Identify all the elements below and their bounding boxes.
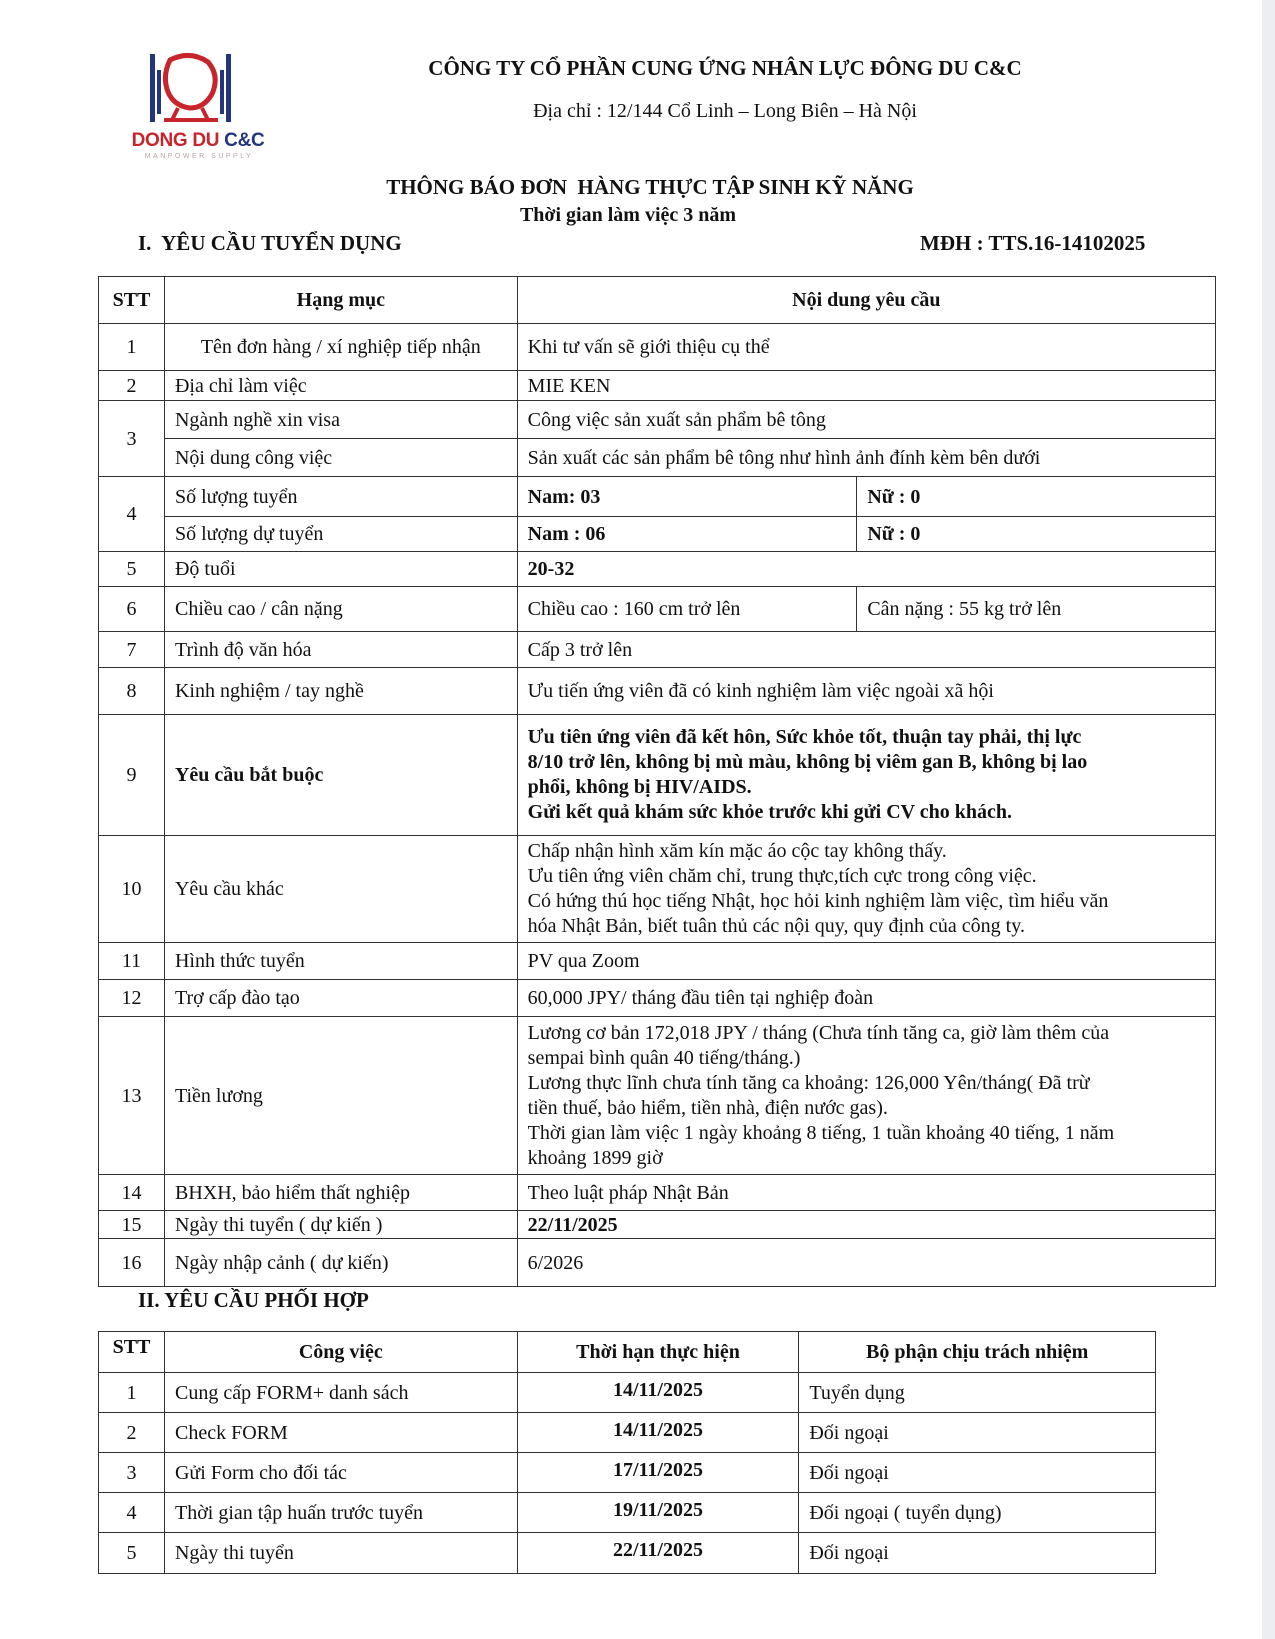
row-item: Ngành nghề xin visa <box>164 401 517 439</box>
row-item: Tiền lương <box>164 1017 517 1175</box>
row-department: Đối ngoại <box>799 1533 1156 1574</box>
logo-subtext: MANPOWER SUPPLY <box>144 153 254 160</box>
row-stt: 13 <box>99 1017 165 1175</box>
content-line: Ưu tiên ứng viên đã kết hôn, Sức khỏe tốt, thuận tay phải, thị lực <box>527 726 1082 748</box>
row-task: Cung cấp FORM+ danh sách <box>164 1373 517 1413</box>
row-stt: 4 <box>99 1493 165 1533</box>
table-row <box>99 371 1216 401</box>
male-count: Nam : 06 <box>517 517 857 552</box>
table-row <box>99 1373 1156 1413</box>
row-item: Hình thức tuyển <box>164 943 517 980</box>
content-line: Lương cơ bản 172,018 JPY / tháng (Chưa tính tăng ca, giờ làm thêm của <box>527 1021 1110 1044</box>
header-department: Bộ phận chịu trách nhiệm <box>799 1332 1156 1373</box>
table-row <box>99 980 1216 1017</box>
row-deadline: 14/11/2025 <box>517 1413 799 1453</box>
document-subtitle: Thời gian làm việc 3 năm <box>519 204 737 226</box>
row-stt: 16 <box>99 1239 165 1287</box>
row-content: Sản xuất các sản phẩm bê tông như hình ảnh đính kèm bên dưới <box>517 439 1215 477</box>
table-header-row <box>99 1332 1156 1373</box>
row-content: PV qua Zoom <box>517 943 1215 980</box>
female-count: Nữ : 0 <box>857 517 1216 552</box>
table-row <box>99 477 1216 517</box>
content-line: Gửi kết quả khám sức khỏe trước khi gửi CV cho khách. <box>527 801 1012 823</box>
content-line: hóa Nhật Bản, biết tuân thủ các nội quy, quy định của công ty. <box>527 915 1025 937</box>
row-deadline: 14/11/2025 <box>517 1373 799 1413</box>
content-line: 8/10 trở lên, không bị mù màu, không bị viêm gan B, không bị lao <box>527 751 1088 773</box>
table-row <box>99 439 1216 477</box>
table-row <box>99 1493 1156 1533</box>
row-item: Yêu cầu bắt buộc <box>164 715 517 836</box>
row-item: Địa chỉ làm việc <box>164 371 517 401</box>
table-row <box>99 632 1216 668</box>
table-row <box>99 1017 1216 1175</box>
female-count: Nữ : 0 <box>857 477 1216 517</box>
row-item: Ngày nhập cảnh ( dự kiến) <box>164 1239 517 1287</box>
logo-text: DONG DU C&C <box>131 130 265 151</box>
row-content: Ưu tiến ứng viên đã có kinh nghiệm làm việc ngoài xã hội <box>517 668 1215 715</box>
row-task: Check FORM <box>164 1413 517 1453</box>
row-stt: 8 <box>99 668 165 715</box>
company-logo <box>128 50 268 165</box>
row-deadline: 19/11/2025 <box>517 1493 799 1533</box>
content-line: Ưu tiên ứng viên chăm chỉ, trung thực,tích cực trong công việc. <box>527 865 1037 887</box>
coordination-table <box>98 1331 1156 1574</box>
row-content: Công việc sản xuất sản phẩm bê tông <box>517 401 1215 439</box>
row-stt: 10 <box>99 836 165 943</box>
row-content-other <box>517 836 1215 943</box>
row-item: BHXH, bảo hiểm thất nghiệp <box>164 1175 517 1211</box>
row-item: Chiều cao / cân nặng <box>164 587 517 632</box>
content-line: sempai bình quân 40 tiếng/tháng.) <box>527 1046 801 1069</box>
content-line: Có hứng thú học tiếng Nhật, học hỏi kinh nghiệm làm việc, tìm hiểu văn <box>527 890 1109 912</box>
row-item: Trợ cấp đào tạo <box>164 980 517 1017</box>
order-code: MĐH : TTS.16-14102025 <box>920 231 1146 255</box>
content-line: Thời gian làm việc 1 ngày khoảng 8 tiếng, 1 tuần khoảng 40 tiếng, 1 năm <box>527 1121 1115 1144</box>
table-row <box>99 1211 1216 1239</box>
row-item: Trình độ văn hóa <box>164 632 517 668</box>
row-item: Kinh nghiệm / tay nghề <box>164 668 517 715</box>
row-stt: 3 <box>99 1453 165 1493</box>
row-item: Số lượng tuyển <box>164 477 517 517</box>
section-2-heading: II. YÊU CẦU PHỐI HỢP <box>138 1288 369 1312</box>
section-1-heading: I. YÊU CẦU TUYỂN DỤNG <box>138 231 402 255</box>
row-task: Ngày thi tuyển <box>164 1533 517 1574</box>
table-row <box>99 668 1216 715</box>
table-row <box>99 1175 1216 1211</box>
row-content: 60,000 JPY/ tháng đầu tiên tại nghiệp đoàn <box>517 980 1215 1017</box>
company-name: CÔNG TY CỔ PHẦN CUNG ỨNG NHÂN LỰC ĐÔNG DU C&C <box>428 56 1022 80</box>
row-content: MIE KEN <box>517 371 1215 401</box>
row-stt: 7 <box>99 632 165 668</box>
row-content: Cấp 3 trở lên <box>517 632 1215 668</box>
header-deadline: Thời hạn thực hiện <box>517 1332 799 1373</box>
page-edge <box>1262 0 1275 1639</box>
recruitment-requirements-table <box>98 276 1216 1287</box>
header-stt: STT <box>99 277 165 324</box>
row-stt: 9 <box>99 715 165 836</box>
content-line: phổi, không bị HIV/AIDS. <box>527 776 752 798</box>
content-line: Lương thực lĩnh chưa tính tăng ca khoảng: 126,000 Yên/tháng( Đã trừ <box>527 1071 1090 1094</box>
row-content-salary <box>517 1017 1215 1175</box>
row-item: Nội dung công việc <box>164 439 517 477</box>
header-content: Nội dung yêu cầu <box>517 277 1215 324</box>
row-content: 20-32 <box>517 552 1215 587</box>
row-stt: 4 <box>99 477 165 552</box>
row-stt: 11 <box>99 943 165 980</box>
height-requirement: Chiều cao : 160 cm trở lên <box>517 587 857 632</box>
table-row <box>99 715 1216 836</box>
row-stt: 2 <box>99 371 165 401</box>
row-content: 22/11/2025 <box>517 1211 1215 1239</box>
row-task: Gửi Form cho đối tác <box>164 1453 517 1493</box>
male-count: Nam: 03 <box>517 477 857 517</box>
table-row <box>99 587 1216 632</box>
table-row <box>99 401 1216 439</box>
row-task: Thời gian tập huấn trước tuyển <box>164 1493 517 1533</box>
table-header-row <box>99 277 1216 324</box>
row-department: Đối ngoại ( tuyển dụng) <box>799 1493 1156 1533</box>
header-stt: STT <box>99 1332 165 1373</box>
row-stt: 1 <box>99 324 165 371</box>
row-content-mandatory <box>517 715 1215 836</box>
row-stt: 12 <box>99 980 165 1017</box>
content-line: Chấp nhận hình xăm kín mặc áo cộc tay không thấy. <box>527 840 947 862</box>
row-item: Yêu cầu khác <box>164 836 517 943</box>
row-item: Số lượng dự tuyển <box>164 517 517 552</box>
row-item: Ngày thi tuyển ( dự kiến ) <box>164 1211 517 1239</box>
row-department: Tuyển dụng <box>799 1373 1156 1413</box>
table-row <box>99 552 1216 587</box>
row-department: Đối ngoại <box>799 1413 1156 1453</box>
row-content: Theo luật pháp Nhật Bản <box>517 1175 1215 1211</box>
row-department: Đối ngoại <box>799 1453 1156 1493</box>
company-address: Địa chỉ : 12/144 Cổ Linh – Long Biên – Hà Nội <box>533 100 917 122</box>
table-row <box>99 1413 1156 1453</box>
table-row <box>99 324 1216 371</box>
logo-mark-icon <box>128 50 268 130</box>
table-row <box>99 943 1216 980</box>
row-stt: 1 <box>99 1373 165 1413</box>
content-line: tiền thuế, bảo hiểm, tiền nhà, điện nước gas). <box>527 1096 888 1119</box>
row-content: 6/2026 <box>517 1239 1215 1287</box>
row-stt: 5 <box>99 1533 165 1574</box>
table-row <box>99 836 1216 943</box>
row-stt: 14 <box>99 1175 165 1211</box>
content-line: khoảng 1899 giờ <box>527 1146 663 1169</box>
row-stt: 3 <box>99 401 165 477</box>
row-content: Khi tư vấn sẽ giới thiệu cụ thể <box>517 324 1215 371</box>
header-item: Hạng mục <box>164 277 517 324</box>
document-title: THÔNG BÁO ĐƠN HÀNG THỰC TẬP SINH KỸ NĂNG <box>386 175 914 199</box>
table-row <box>99 1453 1156 1493</box>
row-stt: 5 <box>99 552 165 587</box>
row-deadline: 22/11/2025 <box>517 1533 799 1574</box>
row-deadline: 17/11/2025 <box>517 1453 799 1493</box>
weight-requirement: Cân nặng : 55 kg trở lên <box>857 587 1216 632</box>
row-stt: 6 <box>99 587 165 632</box>
table-row <box>99 517 1216 552</box>
row-stt: 2 <box>99 1413 165 1453</box>
row-item: Độ tuổi <box>164 552 517 587</box>
table-row <box>99 1239 1216 1287</box>
header-task: Công việc <box>164 1332 517 1373</box>
row-stt: 15 <box>99 1211 165 1239</box>
row-item: Tên đơn hàng / xí nghiệp tiếp nhận <box>164 324 517 371</box>
table-row <box>99 1533 1156 1574</box>
